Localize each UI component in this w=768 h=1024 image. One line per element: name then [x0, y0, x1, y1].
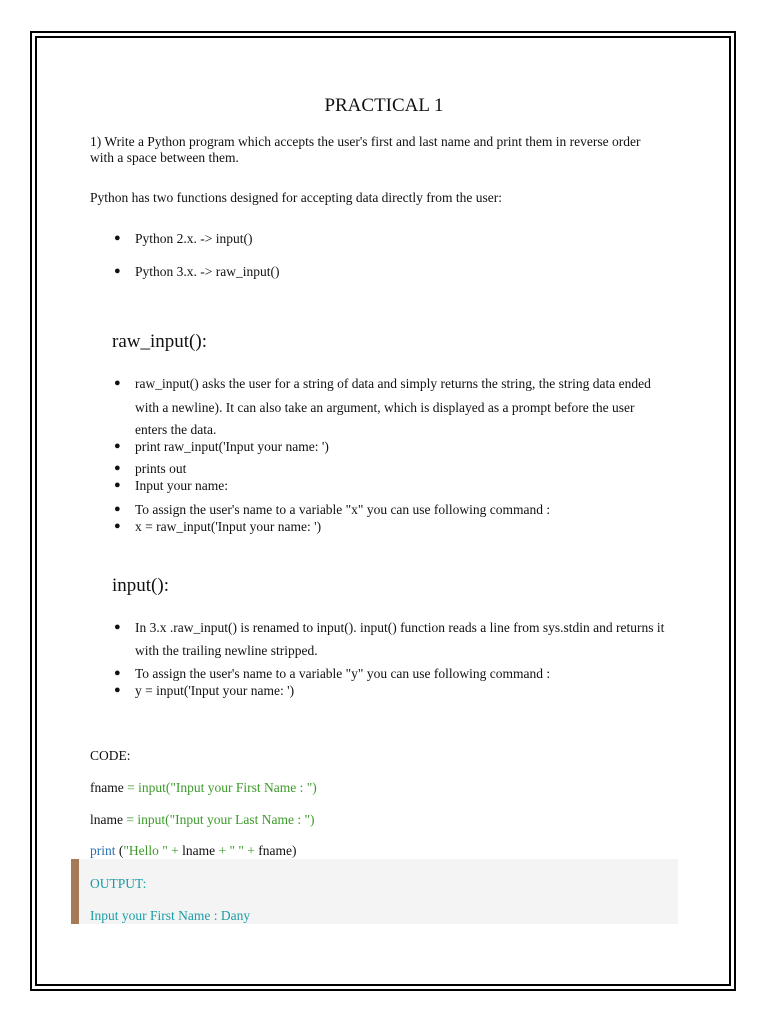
- input-bullet-1-line-1: In 3.x .raw_input() is renamed to input(). input() function reads a line from sys.stdin and returns it: [135, 620, 665, 635]
- bullet-icon: ●: [114, 667, 121, 679]
- bullet-icon: ●: [114, 684, 121, 696]
- raw-input-bullet-3: prints out: [135, 461, 187, 476]
- bullet-icon: ●: [114, 520, 121, 532]
- code-var: lname: [90, 812, 123, 827]
- output-label: OUTPUT:: [90, 876, 147, 891]
- page-title: PRACTICAL 1: [324, 95, 444, 116]
- input-heading: input():: [112, 575, 169, 596]
- code-operator: +: [215, 843, 230, 858]
- code-call: input("Input your Last Name : "): [137, 812, 315, 827]
- code-operator: +: [167, 843, 183, 858]
- code-string: " ": [229, 843, 244, 858]
- bullet-icon: ●: [114, 232, 121, 244]
- code-line-3: [90, 843, 297, 859]
- input-bullet-3: y = input('Input your name: '): [135, 683, 295, 698]
- code-call: input("Input your First Name : "): [138, 780, 317, 795]
- output-line-1: Input your First Name : Dany: [90, 908, 251, 923]
- input-bullet-1-line-2: with the trailing newline stripped.: [135, 643, 318, 658]
- bullet-icon: ●: [114, 462, 121, 474]
- code-operator: +: [243, 843, 259, 858]
- code-var: fname: [258, 843, 293, 858]
- version-item-1: Python 2.x. -> input(): [135, 231, 253, 246]
- code-label: CODE:: [90, 748, 131, 763]
- input-bullet-2: To assign the user's name to a variable "y" you can use following command :: [135, 666, 551, 681]
- bullet-icon: ●: [114, 479, 121, 491]
- version-item-2: Python 3.x. -> raw_input(): [135, 264, 280, 279]
- code-var: lname: [182, 843, 216, 858]
- raw-input-bullet-1-line-1: raw_input() asks the user for a string of data and simply returns the string, the string data ended: [135, 376, 651, 391]
- raw-input-bullet-5: To assign the user's name to a variable "x" you can use following command :: [135, 502, 551, 517]
- question-line-2: with a space between them.: [90, 150, 239, 165]
- code-operator: =: [123, 812, 138, 827]
- code-var: fname: [90, 780, 124, 795]
- bullet-icon: ●: [114, 621, 121, 633]
- code-line-2: [90, 812, 314, 828]
- raw-input-bullet-4: Input your name:: [135, 478, 228, 493]
- bullet-icon: ●: [114, 377, 121, 389]
- code-keyword: print: [90, 843, 116, 858]
- code-string: "Hello ": [123, 843, 168, 858]
- raw-input-heading: raw_input():: [112, 331, 207, 352]
- bullet-icon: ●: [114, 440, 121, 452]
- raw-input-bullet-6: x = raw_input('Input your name: '): [135, 519, 322, 534]
- code-operator: =: [123, 780, 139, 795]
- question-line-1: 1) Write a Python program which accepts the user's first and last name and print them in reverse order: [90, 134, 641, 149]
- code-line-1: [90, 780, 317, 796]
- raw-input-bullet-2: print raw_input('Input your name: '): [135, 439, 329, 454]
- bullet-icon: ●: [114, 265, 121, 277]
- code-paren: ): [292, 843, 297, 858]
- raw-input-bullet-1-line-2: with a newline). It can also take an argument, which is displayed as a prompt before the user: [135, 400, 635, 415]
- raw-input-bullet-1-line-3: enters the data.: [135, 422, 217, 437]
- code-paren: (: [115, 843, 124, 858]
- intro-text: Python has two functions designed for accepting data directly from the user:: [90, 190, 503, 205]
- bullet-icon: ●: [114, 503, 121, 515]
